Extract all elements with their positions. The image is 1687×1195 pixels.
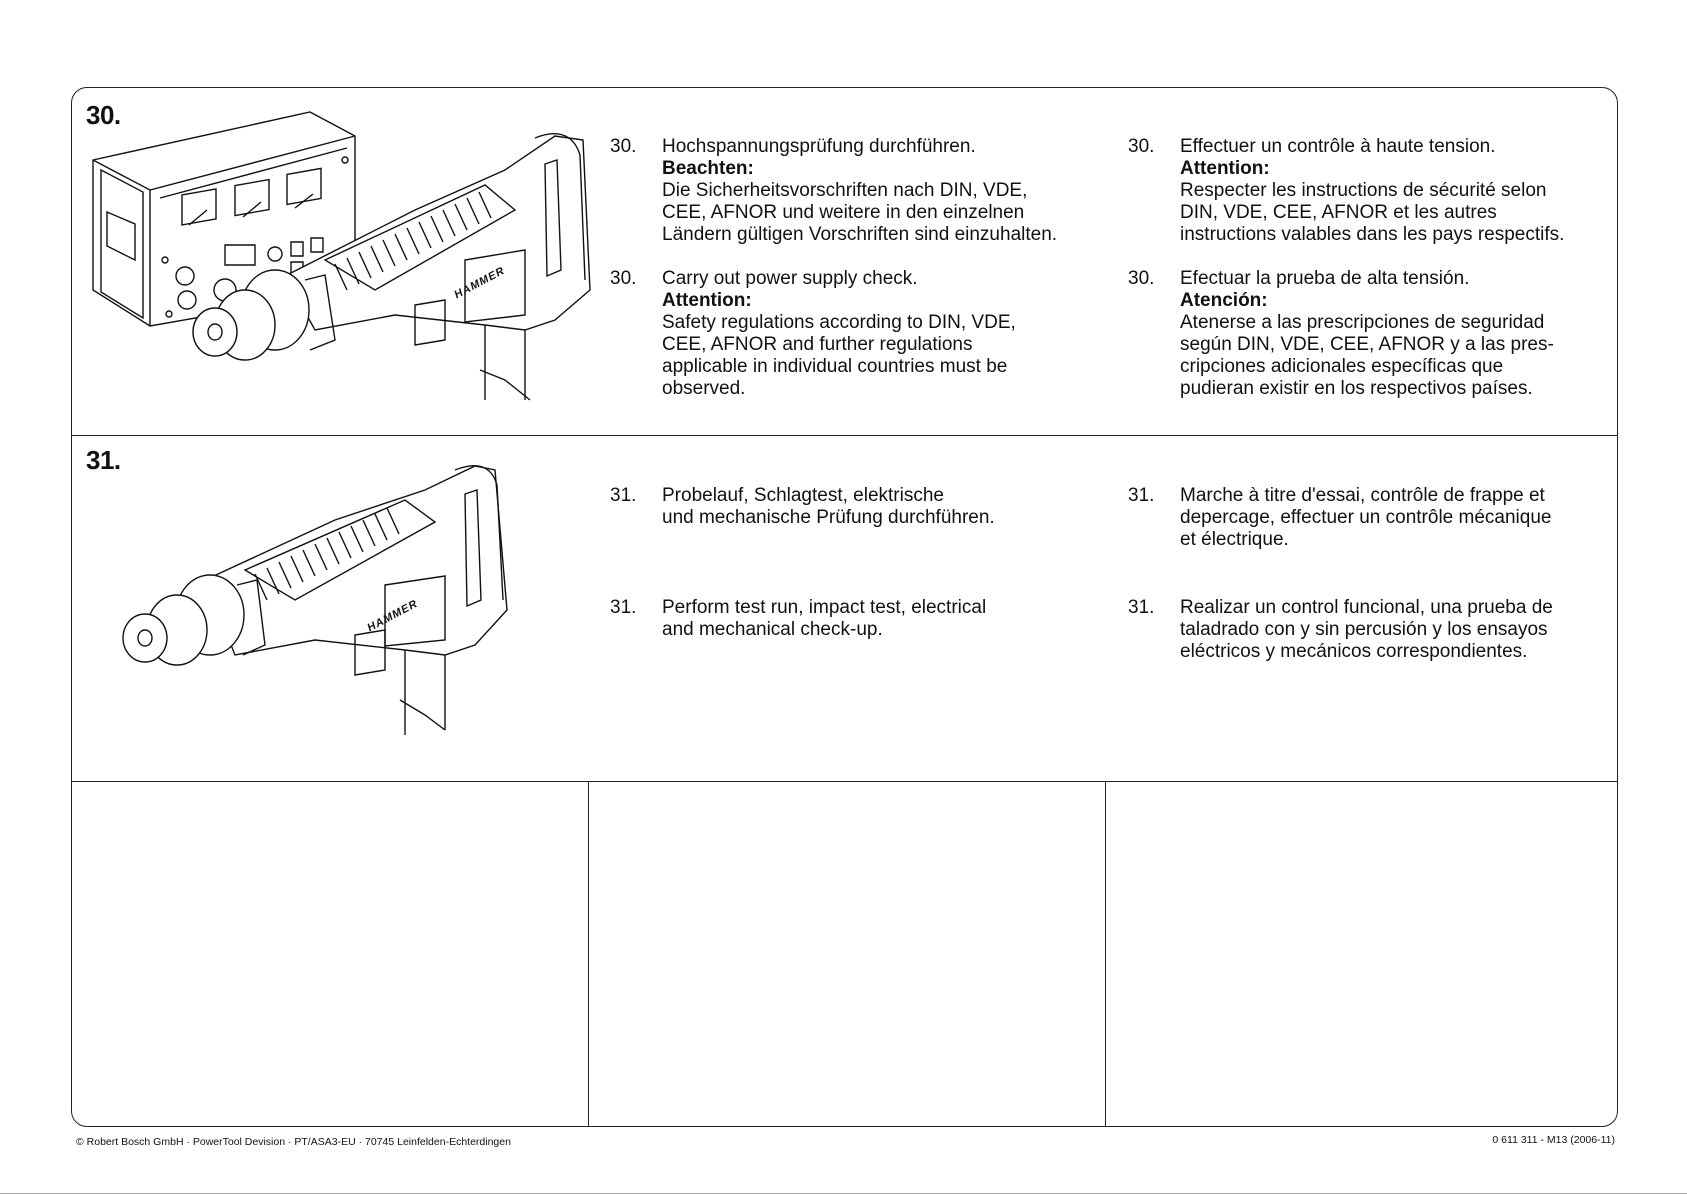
step-30-spanish-heading: Atención: <box>1180 290 1268 311</box>
hammer-drill-illustration <box>115 460 505 750</box>
step-30-german-body-line: Die Sicherheitsvorschriften nach DIN, VDE, <box>662 180 1028 201</box>
hammer-brand-label-31: HAMMER <box>365 597 421 635</box>
step-31-english-number: 31. <box>610 597 637 618</box>
step-31-german-line: und mechanische Prüfung durchführen. <box>662 507 995 528</box>
step-30-english-body-line: Safety regulations according to DIN, VDE, <box>662 312 1016 333</box>
step-31-spanish-line: taladrado con y sin percusión y los ensayos <box>1180 619 1548 640</box>
step-31-french-line: Marche à titre d'essai, contrôle de frappe et <box>1180 485 1545 506</box>
step-31-french <box>1128 485 1551 551</box>
step-31-german-line: Probelauf, Schlagtest, elektrische <box>662 485 944 506</box>
step-31-number: 31. <box>86 445 121 475</box>
step-31-german-number: 31. <box>610 485 637 506</box>
step-30-french-body-line: Respecter les instructions de sécurité selon <box>1180 180 1547 201</box>
step-30-german-instruction: Hochspannungsprüfung durchführen. <box>662 136 976 157</box>
step-30-spanish-number: 30. <box>1128 268 1155 289</box>
footer-document-number: 0 611 311 - M13 (2006-11) <box>1492 1134 1615 1146</box>
step-30-french-body-line: DIN, VDE, CEE, AFNOR et les autres <box>1180 202 1497 223</box>
high-voltage-tester-illustration <box>85 100 585 420</box>
row-divider-2 <box>71 781 1618 782</box>
page-bottom-edge <box>0 1193 1687 1194</box>
step-30-english-body-line: applicable in individual countries must be <box>662 356 1008 377</box>
step-30-german-body-line: CEE, AFNOR und weitere in den einzelnen <box>662 202 1025 223</box>
step-30-english-instruction: Carry out power supply check. <box>662 268 918 289</box>
step-30-spanish-body-line: Atenerse a las prescripciones de seguridad <box>1180 312 1545 333</box>
step-30-german-heading: Beachten: <box>662 158 754 179</box>
step-30-german <box>610 136 1057 246</box>
step-31-spanish-number: 31. <box>1128 597 1155 618</box>
step-30-german-body-line: Ländern gültigen Vorschriften sind einzuhalten. <box>662 224 1058 245</box>
step-31-spanish-line: Realizar un control funcional, una prueba de <box>1180 597 1553 618</box>
step-30-spanish-body-line: cripciones adicionales específicas que <box>1180 356 1504 377</box>
step-30-spanish-instruction: Efectuar la prueba de alta tensión. <box>1180 268 1470 289</box>
row-divider-1 <box>71 435 1618 436</box>
step-31-english-line: and mechanical check-up. <box>662 619 883 640</box>
step-31-german <box>610 485 995 529</box>
step-30-french <box>1128 136 1564 246</box>
step-30-french-heading: Attention: <box>1180 158 1270 179</box>
step-30-french-instruction: Effectuer un contrôle à haute tension. <box>1180 136 1496 157</box>
step-30-english-number: 30. <box>610 268 637 289</box>
step-31-spanish-line: eléctricos y mecánicos correspondientes. <box>1180 641 1528 662</box>
step-31-french-number: 31. <box>1128 485 1155 506</box>
step-31-french-line: depercage, effectuer un contrôle mécanique <box>1180 507 1552 528</box>
step-30-german-number: 30. <box>610 136 637 157</box>
hammer-brand-label-30: HAMMER <box>452 264 508 302</box>
step-31-french-line: et électrique. <box>1180 529 1289 550</box>
step-30-number: 30. <box>86 100 121 130</box>
step-30-spanish <box>1128 268 1554 400</box>
step-30-french-number: 30. <box>1128 136 1155 157</box>
footer-copyright: © Robert Bosch GmbH · PowerTool Devision · PT/ASA3-EU · 70745 Leinfelden-Echterdingen <box>76 1136 511 1148</box>
step-31-spanish <box>1128 597 1553 663</box>
step-30-french-body-line: instructions valables dans les pays respectifs. <box>1180 224 1565 245</box>
step-30-english <box>610 268 1016 400</box>
column-divider-1 <box>588 781 589 1127</box>
column-divider-2 <box>1105 781 1106 1127</box>
step-30-english-body-line: observed. <box>662 378 746 399</box>
step-30-spanish-body-line: según DIN, VDE, CEE, AFNOR y a las pres- <box>1180 334 1554 355</box>
step-30-spanish-body-line: pudieran existir en los respectivos países. <box>1180 378 1533 399</box>
step-31-english-line: Perform test run, impact test, electrical <box>662 597 987 618</box>
step-31-english <box>610 597 986 641</box>
step-30-english-heading: Attention: <box>662 290 752 311</box>
step-30-english-body-line: CEE, AFNOR and further regulations <box>662 334 973 355</box>
